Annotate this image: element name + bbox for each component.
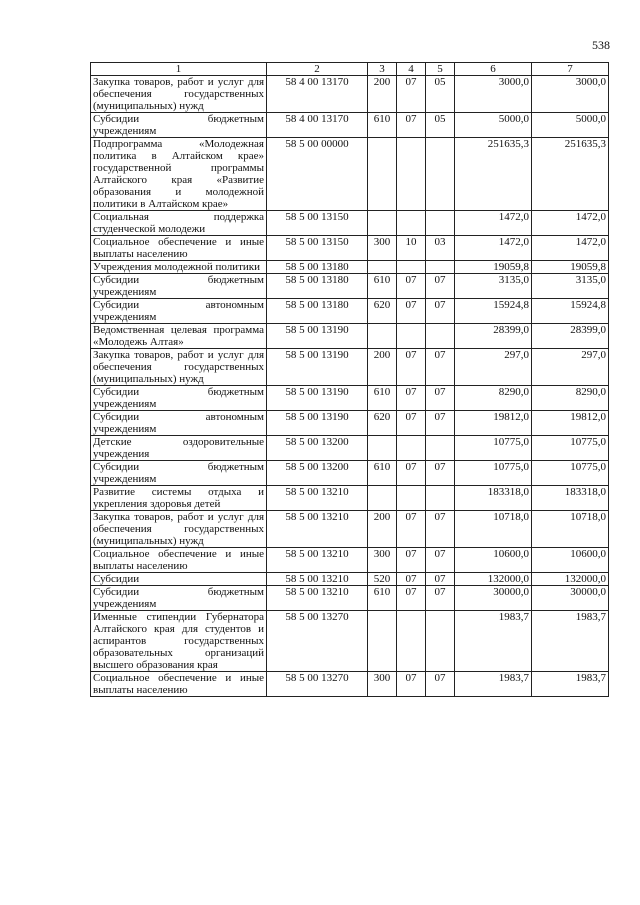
row-expense-type: 200 [368,76,397,113]
row-subsection [426,486,455,511]
row-code: 58 5 00 13210 [267,486,368,511]
row-amount-col7: 19059,8 [532,261,609,274]
row-section [397,436,426,461]
row-expense-type: 520 [368,573,397,586]
row-section: 07 [397,76,426,113]
row-section: 07 [397,113,426,138]
row-name: Социальная поддержка студенческой молодежи [91,211,267,236]
row-name: Субсидии бюджетным учреждениям [91,386,267,411]
table-row [91,261,609,274]
row-name: Детские оздоровительные учреждения [91,436,267,461]
row-amount-col6: 297,0 [455,349,532,386]
row-expense-type: 200 [368,511,397,548]
table-row [91,672,609,697]
row-amount-col6: 8290,0 [455,386,532,411]
row-amount-col6: 10718,0 [455,511,532,548]
row-amount-col6: 19812,0 [455,411,532,436]
row-subsection: 05 [426,76,455,113]
table-row [91,573,609,586]
row-expense-type: 610 [368,386,397,411]
row-name: Субсидии автономным учреждениям [91,299,267,324]
column-header: 3 [368,63,397,76]
row-name: Подпрограмма «Молодежная политика в Алтайском крае» государственной программы Алтайского края «Развитие образования и молодежной политики в Алтайском крае» [91,138,267,211]
row-amount-col6: 3000,0 [455,76,532,113]
row-code: 58 5 00 13150 [267,236,368,261]
row-subsection: 07 [426,672,455,697]
row-subsection: 07 [426,386,455,411]
row-name: Именные стипендии Губернатора Алтайского края для студентов и аспирантов государственных образовательных организаций высшего образования края [91,611,267,672]
table-row [91,274,609,299]
row-section: 07 [397,274,426,299]
row-expense-type: 620 [368,299,397,324]
row-expense-type: 300 [368,236,397,261]
row-section: 07 [397,548,426,573]
table-row [91,511,609,548]
row-amount-col7: 30000,0 [532,586,609,611]
row-amount-col7: 10718,0 [532,511,609,548]
row-code: 58 5 00 13270 [267,672,368,697]
row-expense-type: 610 [368,274,397,299]
row-amount-col6: 30000,0 [455,586,532,611]
row-expense-type [368,324,397,349]
row-code: 58 5 00 13200 [267,461,368,486]
row-subsection: 07 [426,511,455,548]
row-amount-col7: 5000,0 [532,113,609,138]
row-code: 58 5 00 13180 [267,274,368,299]
row-code: 58 5 00 13190 [267,411,368,436]
row-section: 07 [397,299,426,324]
row-section: 10 [397,236,426,261]
row-code: 58 5 00 13210 [267,586,368,611]
row-expense-type: 610 [368,113,397,138]
row-name: Учреждения молодежной политики [91,261,267,274]
row-subsection [426,261,455,274]
row-expense-type [368,611,397,672]
column-header: 7 [532,63,609,76]
row-amount-col6: 15924,8 [455,299,532,324]
row-subsection [426,138,455,211]
row-expense-type [368,486,397,511]
row-amount-col6: 5000,0 [455,113,532,138]
table-row [91,324,609,349]
row-amount-col6: 1472,0 [455,211,532,236]
row-name: Субсидии бюджетным учреждениям [91,586,267,611]
row-expense-type [368,436,397,461]
row-name: Субсидии автономным учреждениям [91,411,267,436]
table-row [91,411,609,436]
row-name: Субсидии [91,573,267,586]
row-section: 07 [397,386,426,411]
row-amount-col7: 19812,0 [532,411,609,436]
row-amount-col7: 1472,0 [532,211,609,236]
row-amount-col6: 1983,7 [455,672,532,697]
row-name: Субсидии бюджетным учреждениям [91,274,267,299]
row-amount-col7: 183318,0 [532,486,609,511]
row-subsection [426,324,455,349]
row-amount-col7: 10775,0 [532,436,609,461]
row-subsection: 07 [426,349,455,386]
row-name: Ведомственная целевая программа «Молодежь Алтая» [91,324,267,349]
row-code: 58 5 00 13180 [267,299,368,324]
row-code: 58 5 00 13150 [267,211,368,236]
row-code: 58 5 00 00000 [267,138,368,211]
row-amount-col6: 19059,8 [455,261,532,274]
row-section: 07 [397,672,426,697]
table-row [91,486,609,511]
row-amount-col7: 28399,0 [532,324,609,349]
row-expense-type: 610 [368,461,397,486]
row-subsection: 03 [426,236,455,261]
row-amount-col6: 10600,0 [455,548,532,573]
row-amount-col6: 10775,0 [455,461,532,486]
table-row [91,236,609,261]
row-name: Социальное обеспечение и иные выплаты населению [91,672,267,697]
row-name: Развитие системы отдыха и укрепления здоровья детей [91,486,267,511]
row-amount-col6: 3135,0 [455,274,532,299]
row-amount-col7: 10775,0 [532,461,609,486]
row-amount-col7: 132000,0 [532,573,609,586]
row-section [397,211,426,236]
row-section [397,486,426,511]
row-code: 58 4 00 13170 [267,76,368,113]
row-name: Социальное обеспечение и иные выплаты населению [91,548,267,573]
table-row [91,349,609,386]
row-section [397,261,426,274]
page-number: 538 [592,38,610,52]
row-expense-type: 610 [368,586,397,611]
row-expense-type [368,261,397,274]
table-row [91,211,609,236]
row-subsection: 07 [426,274,455,299]
row-subsection: 07 [426,299,455,324]
table-row [91,299,609,324]
row-amount-col6: 10775,0 [455,436,532,461]
row-name: Закупка товаров, работ и услуг для обеспечения государственных (муниципальных) нужд [91,76,267,113]
row-expense-type: 300 [368,672,397,697]
table-row [91,436,609,461]
table-header-row [91,63,609,76]
row-section: 07 [397,573,426,586]
column-header: 6 [455,63,532,76]
table-row [91,548,609,573]
row-subsection: 05 [426,113,455,138]
table-row [91,113,609,138]
row-subsection: 07 [426,586,455,611]
row-amount-col7: 251635,3 [532,138,609,211]
row-code: 58 5 00 13210 [267,511,368,548]
column-header: 2 [267,63,368,76]
row-section: 07 [397,349,426,386]
row-amount-col7: 297,0 [532,349,609,386]
row-expense-type [368,138,397,211]
row-amount-col6: 132000,0 [455,573,532,586]
row-amount-col6: 251635,3 [455,138,532,211]
row-amount-col7: 15924,8 [532,299,609,324]
table-row [91,386,609,411]
row-amount-col6: 28399,0 [455,324,532,349]
row-code: 58 5 00 13270 [267,611,368,672]
row-section: 07 [397,411,426,436]
row-amount-col7: 1983,7 [532,611,609,672]
row-section: 07 [397,461,426,486]
row-code: 58 5 00 13180 [267,261,368,274]
row-amount-col6: 183318,0 [455,486,532,511]
row-code: 58 4 00 13170 [267,113,368,138]
row-section [397,324,426,349]
row-expense-type: 620 [368,411,397,436]
row-name: Субсидии бюджетным учреждениям [91,461,267,486]
table-row [91,461,609,486]
budget-table [90,62,609,697]
table-body [91,76,609,697]
row-amount-col7: 1472,0 [532,236,609,261]
row-section [397,611,426,672]
row-subsection: 07 [426,573,455,586]
table-row [91,586,609,611]
row-subsection: 07 [426,411,455,436]
row-amount-col7: 8290,0 [532,386,609,411]
row-name: Социальное обеспечение и иные выплаты населению [91,236,267,261]
row-section [397,138,426,211]
row-section: 07 [397,511,426,548]
row-subsection: 07 [426,461,455,486]
column-header: 4 [397,63,426,76]
row-code: 58 5 00 13210 [267,548,368,573]
row-expense-type [368,211,397,236]
row-code: 58 5 00 13190 [267,386,368,411]
row-amount-col7: 3135,0 [532,274,609,299]
row-name: Закупка товаров, работ и услуг для обеспечения государственных (муниципальных) нужд [91,511,267,548]
row-amount-col7: 3000,0 [532,76,609,113]
row-amount-col7: 1983,7 [532,672,609,697]
row-amount-col6: 1472,0 [455,236,532,261]
row-amount-col7: 10600,0 [532,548,609,573]
table-row [91,611,609,672]
row-code: 58 5 00 13200 [267,436,368,461]
row-amount-col6: 1983,7 [455,611,532,672]
row-subsection: 07 [426,548,455,573]
row-name: Субсидии бюджетным учреждениям [91,113,267,138]
column-header: 1 [91,63,267,76]
row-expense-type: 200 [368,349,397,386]
row-name: Закупка товаров, работ и услуг для обеспечения государственных (муниципальных) нужд [91,349,267,386]
row-code: 58 5 00 13190 [267,324,368,349]
table-row [91,138,609,211]
row-subsection [426,611,455,672]
row-expense-type: 300 [368,548,397,573]
row-section: 07 [397,586,426,611]
table-row [91,76,609,113]
row-subsection [426,211,455,236]
column-header: 5 [426,63,455,76]
row-code: 58 5 00 13190 [267,349,368,386]
row-subsection [426,436,455,461]
row-code: 58 5 00 13210 [267,573,368,586]
